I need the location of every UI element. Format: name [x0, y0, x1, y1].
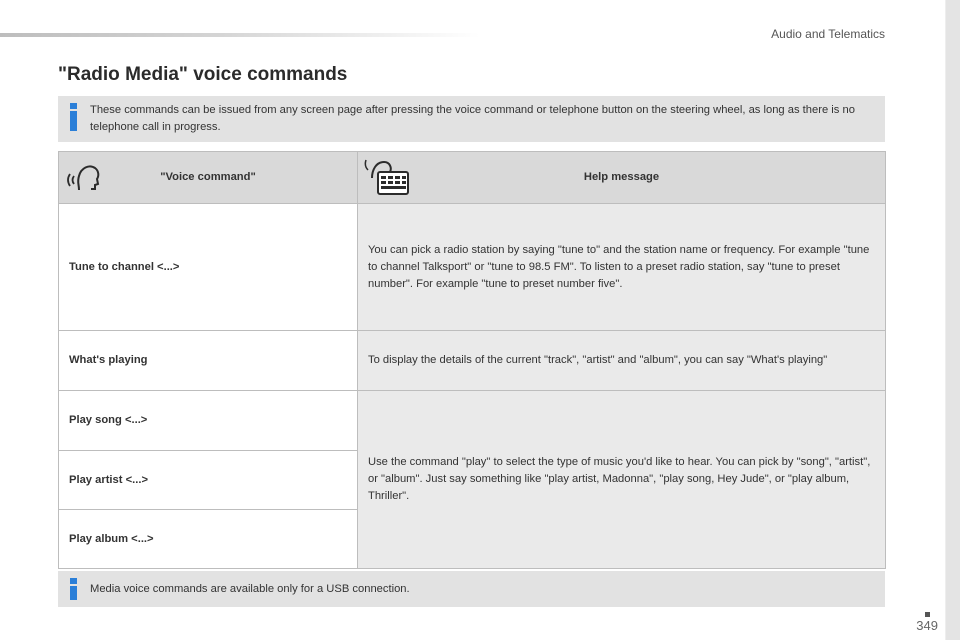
help-cell: You can pick a radio station by saying "tune to" and the station name or frequency. For example "tune to channel Talksport" or "tune to 98.5 FM". To listen to a preset radio station, say "tune to preset number". For example "tune to preset number five".	[358, 204, 886, 331]
info-text-bottom: Media voice commands are available only for a USB connection.	[90, 582, 410, 595]
command-cell: Tune to channel <...>	[59, 204, 358, 331]
table-row	[59, 331, 886, 391]
table-row	[59, 391, 886, 451]
table-header-row	[59, 152, 886, 204]
info-icon	[70, 103, 77, 131]
help-cell-shared: Use the command "play" to select the type of music you'd like to hear. You can pick by "song", "artist", or "album". Just say something like "play artist, Madonna", "play song, Hey Jude", or "play album, Thriller".	[358, 391, 886, 569]
command-cell: Play artist <...>	[59, 451, 358, 510]
info-text-top: These commands can be issued from any screen page after pressing the voice command or telephone button on the steering wheel, as long as there is no telephone call in progress.	[90, 104, 855, 133]
page-title: "Radio Media" voice commands	[58, 64, 348, 85]
info-box-top	[58, 96, 885, 142]
header-voice-command-label: "Voice command"	[160, 171, 256, 183]
header-voice-command	[59, 152, 358, 204]
command-cell: Play song <...>	[59, 391, 358, 451]
right-margin-strip	[946, 0, 960, 640]
table-row	[59, 204, 886, 331]
header-gradient-bar	[0, 33, 480, 37]
command-cell: What's playing	[59, 331, 358, 391]
page-marker	[925, 612, 930, 617]
header-help-message	[358, 152, 886, 204]
page-number: 349	[916, 618, 938, 633]
speaking-head-icon	[65, 160, 101, 194]
command-cell: Play album <...>	[59, 510, 358, 569]
section-label: Audio and Telematics	[771, 27, 885, 41]
info-icon	[70, 578, 77, 600]
voice-commands-table	[58, 151, 886, 569]
help-cell: To display the details of the current "track", "artist" and "album", you can say "What's playing"	[358, 331, 886, 391]
info-box-bottom	[58, 571, 885, 607]
header-help-message-label: Help message	[583, 171, 660, 183]
screen-keyboard-icon	[364, 158, 412, 198]
